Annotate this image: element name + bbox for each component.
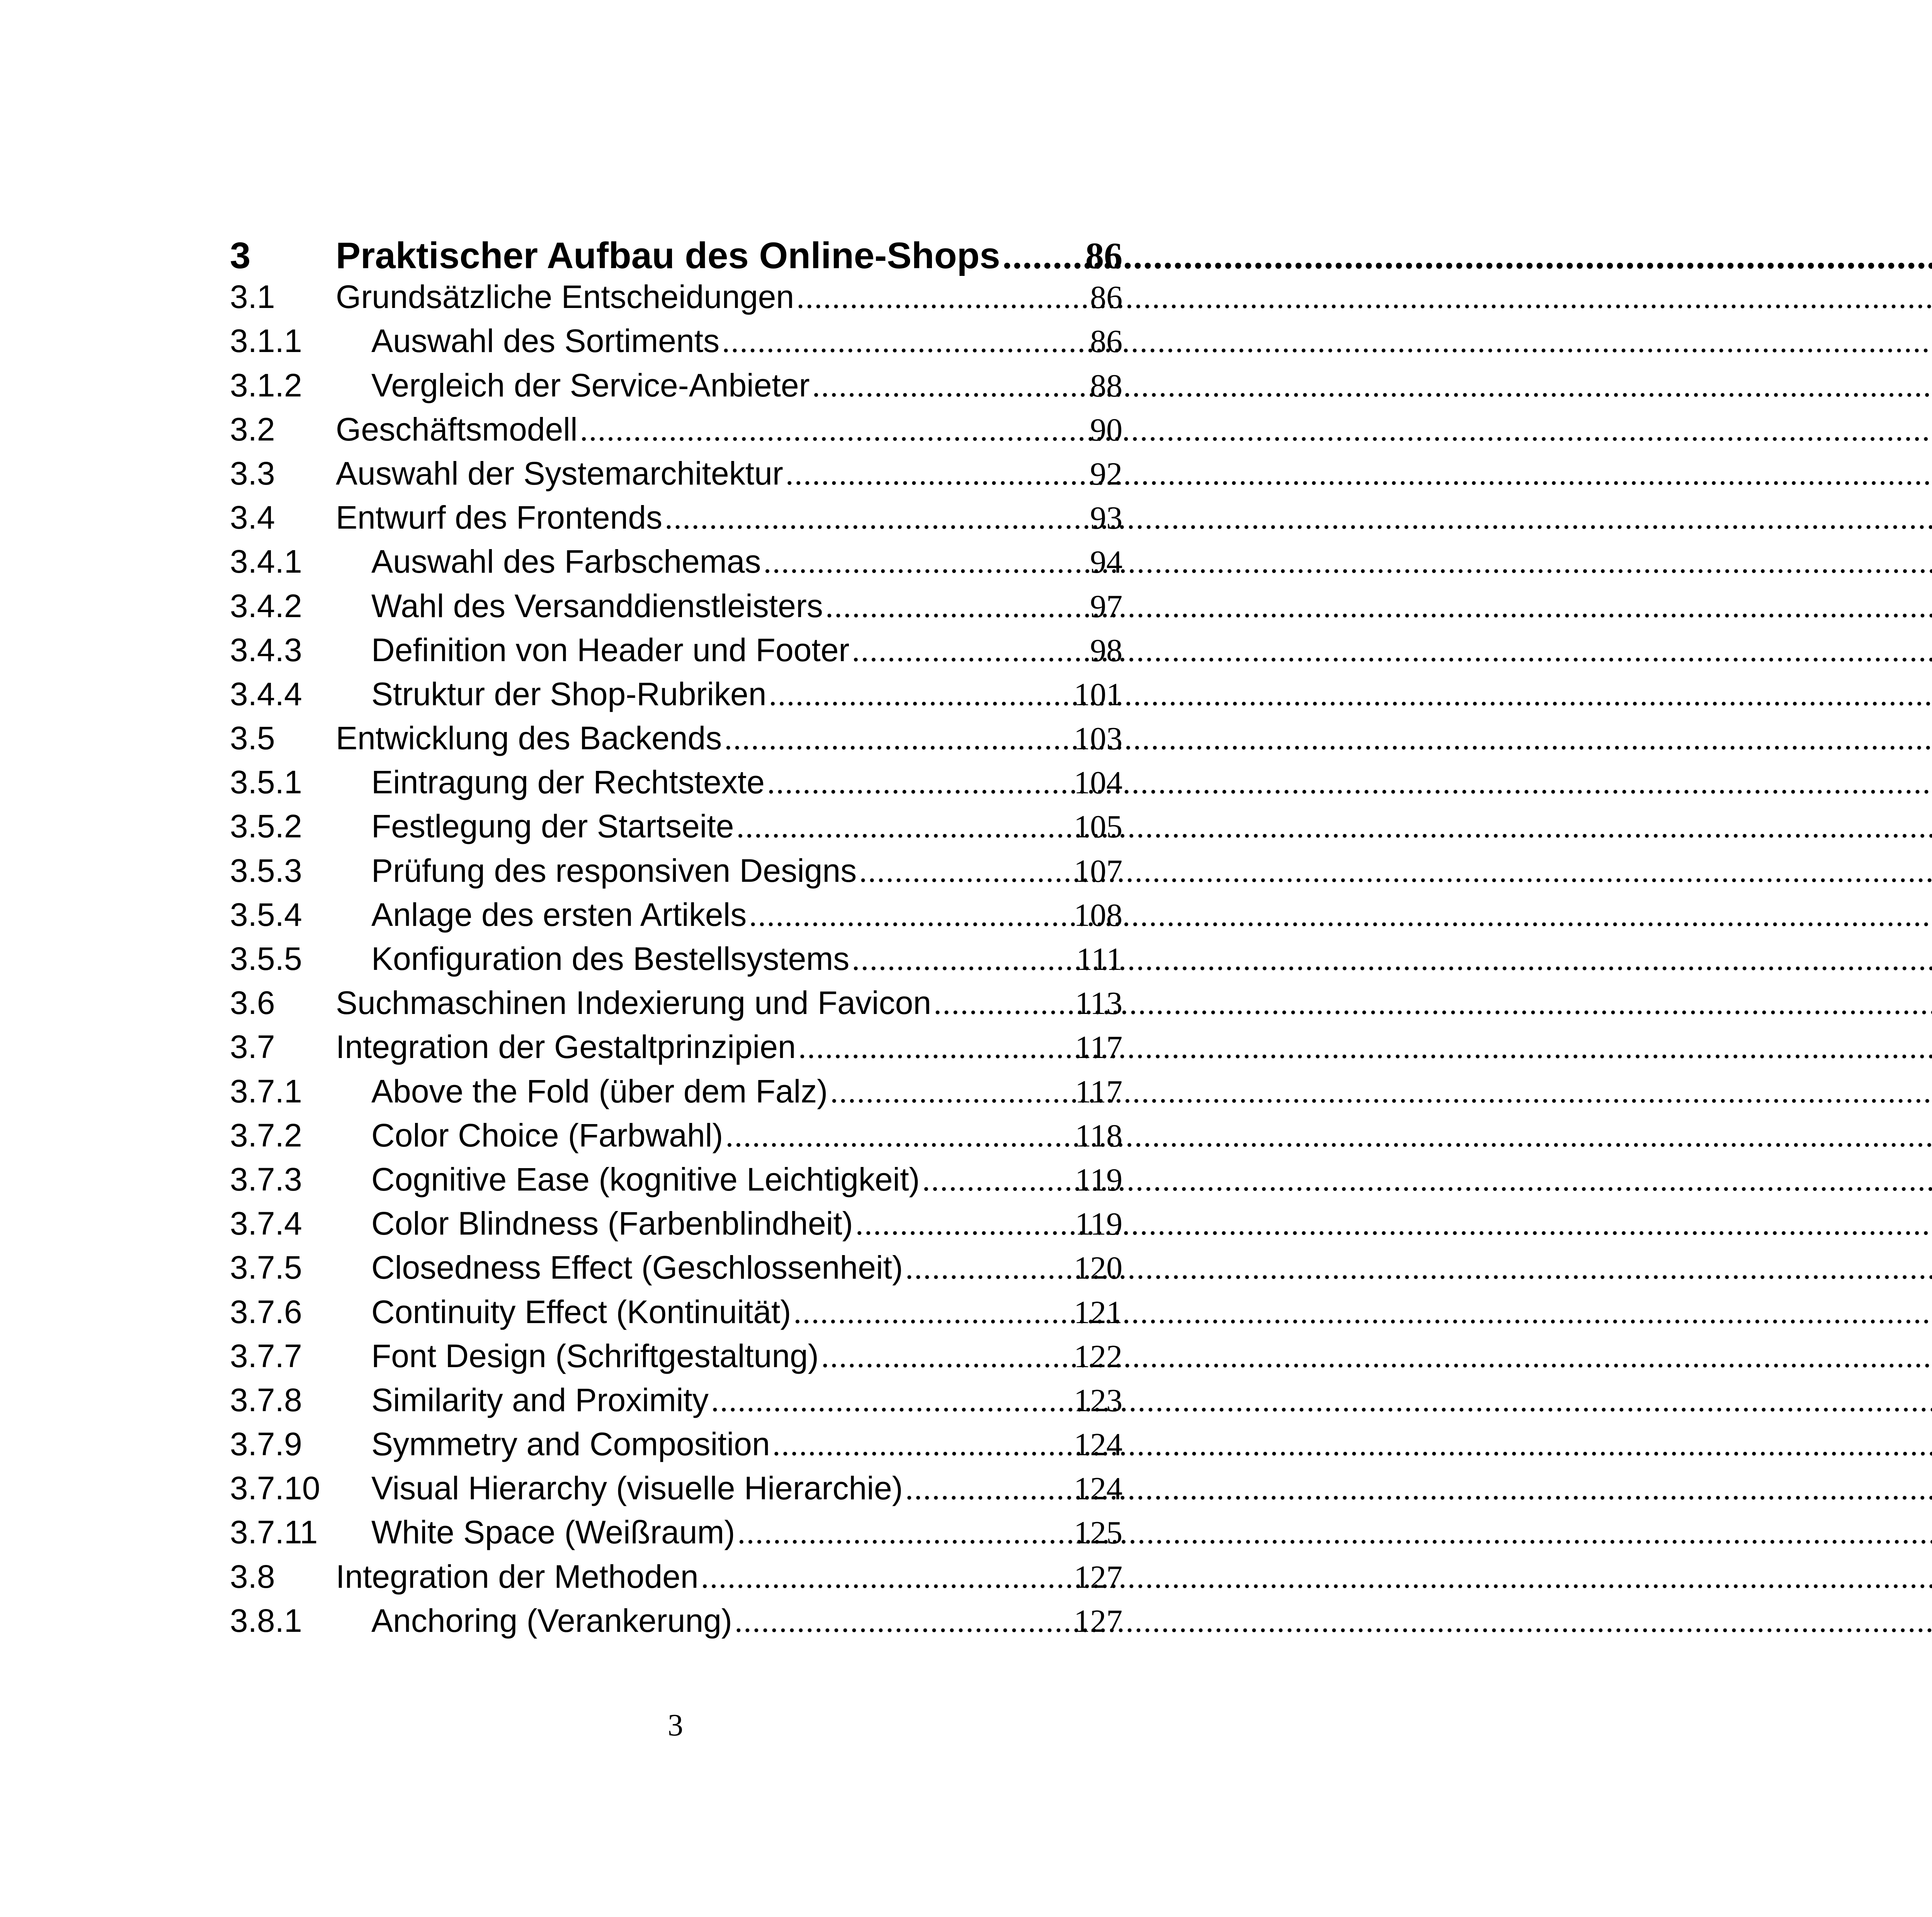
toc-entry-title: Visual Hierarchy (visuelle Hierarchie) [371,1470,903,1507]
toc-entry-page: 103 [1074,721,1122,757]
toc-entry-page: 86 [1090,279,1122,316]
toc-entry-number: 3.7.6 [230,1293,302,1330]
toc-entry-number: 3.2 [230,411,275,447]
toc-entry-page: 104 [1074,765,1122,801]
toc-entry-title: Auswahl der Systemarchitektur [336,455,783,492]
toc-entry-number: 3.5.3 [230,852,302,889]
toc-entry-page: 101 [1074,676,1122,713]
toc-entry [230,675,1122,720]
toc-entry-page: 124 [1074,1427,1122,1463]
toc-dot-leader [732,1602,1074,1640]
toc-entry-page: 92 [1090,456,1122,492]
toc-entry-page: 121 [1074,1294,1122,1330]
toc-entry-page: 125 [1074,1515,1122,1551]
toc-entry [230,367,1122,411]
toc-entry-number: 3.1.2 [230,367,302,403]
toc-entry-number: 3.1 [230,279,275,315]
toc-entry-number: 3.7.4 [230,1205,302,1242]
toc-dot-leader [849,941,1076,978]
toc-entry-number: 3.5.4 [230,896,302,933]
toc-entry-title: Integration der Methoden [336,1558,699,1595]
toc-entry [230,984,1122,1028]
toc-dot-leader [931,985,1075,1022]
toc-dot-leader [735,1514,1074,1551]
toc-entry-title: Symmetry and Composition [371,1426,770,1463]
toc-dot-leader [761,543,1090,581]
toc-entry [230,1470,1122,1514]
toc-entry [230,631,1122,675]
toc-entry-page: 119 [1075,1162,1122,1198]
toc-dot-leader [857,852,1074,890]
toc-entry [230,1073,1122,1117]
toc-dot-leader [578,411,1090,449]
toc-entry-number: 3.7.11 [230,1514,318,1551]
toc-entry [230,455,1122,499]
toc-entry-title: Praktischer Aufbau des Online-Shops [336,235,1000,276]
toc-entry-title: Entwicklung des Backends [336,720,722,757]
toc-entry-page: 86 [1085,235,1122,276]
toc-entry-page: 120 [1074,1250,1122,1286]
toc-dot-leader [810,367,1090,405]
toc-dot-leader [765,764,1074,801]
toc-dot-leader [783,455,1090,493]
toc-entry-page: 118 [1075,1118,1122,1154]
toc-entry-title: Similarity and Proximity [371,1381,709,1418]
toc-entry-number: 3.4 [230,499,275,536]
toc-entry-number: 3.5.5 [230,941,302,977]
toc-entry-page: 90 [1090,412,1122,448]
toc-entry [230,1249,1122,1293]
toc-entry [230,278,1122,322]
toc-entry-number: 3.5.2 [230,808,302,845]
toc-dot-leader [794,279,1090,316]
toc-entry-number: 3.7.10 [230,1470,320,1507]
toc-dot-leader [828,1073,1075,1111]
toc-entry-number: 3.7.1 [230,1073,302,1109]
toc-entry [230,1514,1122,1558]
toc-entry-page: 117 [1075,1029,1122,1066]
toc-entry-page: 94 [1090,544,1122,580]
toc-entry [230,720,1122,764]
toc-entry-number: 3.8 [230,1558,275,1595]
toc-entry-page: 105 [1074,809,1122,845]
toc-dot-leader [1000,234,1085,277]
toc-entry-title: Color Blindness (Farbenblindheit) [371,1205,853,1242]
toc-entry-page: 88 [1090,367,1122,404]
toc-dot-leader [734,808,1074,845]
toc-entry-page: 127 [1074,1559,1122,1595]
toc-entry [230,322,1122,366]
toc-entry-number: 3.4.2 [230,587,302,624]
toc-entry [230,1337,1122,1381]
toc-entry-title: Wahl des Versanddienstleisters [371,587,823,624]
toc-dot-leader [903,1470,1074,1507]
toc-entry [230,1293,1122,1337]
toc-entry [230,1425,1122,1470]
toc-entry-page: 117 [1075,1073,1122,1110]
toc-entry-title: Prüfung des responsiven Designs [371,852,857,889]
toc-entry-page: 111 [1076,941,1122,977]
toc-entry [230,764,1122,808]
toc-dot-leader [853,1205,1075,1243]
toc-entry [230,1161,1122,1205]
toc-dot-leader [699,1558,1074,1596]
toc-dot-leader [796,1029,1075,1066]
toc-entry-page: 123 [1074,1382,1122,1419]
toc-entry [230,543,1122,587]
toc-entry-page: 119 [1075,1206,1122,1242]
toc-entry-page: 107 [1074,853,1122,889]
toc-entry [230,499,1122,543]
toc-entry-title: Definition von Header und Footer [371,631,850,668]
toc-dot-leader [770,1426,1074,1463]
toc-entry-number: 3.7.8 [230,1381,302,1418]
toc-entry-title: Eintragung der Rechtstexte [371,764,765,801]
toc-entry-number: 3.7.5 [230,1249,302,1286]
toc-dot-leader [709,1382,1074,1419]
toc-entry-number: 3.6 [230,985,275,1021]
toc-entry-title: White Space (Weißraum) [371,1514,735,1551]
toc-entry-title: Above the Fold (über dem Falz) [371,1073,828,1109]
toc-dot-leader [903,1249,1074,1287]
toc-entry-number: 3.3 [230,455,275,492]
toc-entry [230,1381,1122,1425]
toc-entry-title: Continuity Effect (Kontinuität) [371,1293,791,1330]
toc-entry-number: 3.7 [230,1029,275,1065]
toc-dot-leader [766,676,1074,713]
toc-entry-title: Konfiguration des Bestellsystems [371,941,850,977]
toc-dot-leader [920,1161,1075,1199]
toc-entry-number: 3.7.7 [230,1337,302,1374]
toc-entry-title: Geschäftsmodell [336,411,578,447]
toc-entry-number: 3.7.2 [230,1117,302,1153]
toc-entry-number: 3.1.1 [230,323,302,359]
toc-entry-page: 122 [1074,1338,1122,1374]
toc-entry [230,852,1122,896]
toc-entry-page: 113 [1075,985,1122,1022]
toc-entry-title: Auswahl des Farbschemas [371,543,761,580]
toc-dot-leader [723,1117,1075,1155]
toc-dot-leader [819,1338,1074,1375]
toc-dot-leader [823,588,1090,625]
toc-entry [230,808,1122,852]
table-of-contents [230,234,1122,1646]
toc-entry-page: 97 [1090,588,1122,624]
toc-entry-title: Cognitive Ease (kognitive Leichtigkeit) [371,1161,920,1197]
toc-entry-page: 127 [1074,1603,1122,1639]
toc-dot-leader [791,1294,1074,1331]
toc-dot-leader [719,323,1090,360]
toc-entry-number: 3.4.4 [230,675,302,712]
toc-entry [230,1602,1122,1646]
toc-entry-title: Font Design (Schriftgestaltung) [371,1337,819,1374]
toc-entry-number: 3.7.9 [230,1426,302,1463]
toc-entry-title: Suchmaschinen Indexierung und Favicon [336,985,931,1021]
toc-entry-title: Anchoring (Verankerung) [371,1602,732,1639]
toc-entry [230,940,1122,984]
toc-entry-number: 3 [230,235,251,276]
toc-entry-title: Color Choice (Farbwahl) [371,1117,723,1153]
toc-entry-title: Struktur der Shop-Rubriken [371,675,767,712]
toc-entry [230,1205,1122,1249]
toc-entry-title: Auswahl des Sortiments [371,323,720,359]
toc-entry [230,1028,1122,1072]
toc-entry-page: 108 [1074,897,1122,933]
toc-entry [230,1558,1122,1602]
toc-dot-leader [662,499,1090,537]
toc-entry [230,411,1122,455]
toc-entry [230,587,1122,631]
toc-entry-page: 93 [1090,500,1122,536]
page-number: 3 [668,1708,683,1742]
toc-entry-number: 3.7.3 [230,1161,302,1197]
toc-entry-title: Grundsätzliche Entscheidungen [336,279,794,315]
toc-entry-number: 3.4.3 [230,631,302,668]
toc-entry [230,896,1122,940]
toc-entry-title: Vergleich der Service-Anbieter [371,367,810,403]
toc-entry-page: 98 [1090,632,1122,668]
toc-entry-title: Closedness Effect (Geschlossenheit) [371,1249,903,1286]
toc-entry-title: Festlegung der Startseite [371,808,734,845]
toc-dot-leader [722,720,1074,757]
toc-entry [230,1117,1122,1161]
toc-dot-leader [747,896,1074,934]
toc-entry-title: Entwurf des Frontends [336,499,663,536]
toc-entry-number: 3.5.1 [230,764,302,801]
toc-entry-page: 86 [1090,323,1122,360]
toc-entry-page: 124 [1074,1471,1122,1507]
toc-entry-title: Integration der Gestaltprinzipien [336,1029,796,1065]
toc-entry-title: Anlage des ersten Artikels [371,896,747,933]
toc-entry-number: 3.4.1 [230,543,302,580]
toc-entry [230,234,1122,278]
toc-entry-number: 3.5 [230,720,275,757]
toc-entry-number: 3.8.1 [230,1602,302,1639]
toc-dot-leader [849,632,1090,669]
